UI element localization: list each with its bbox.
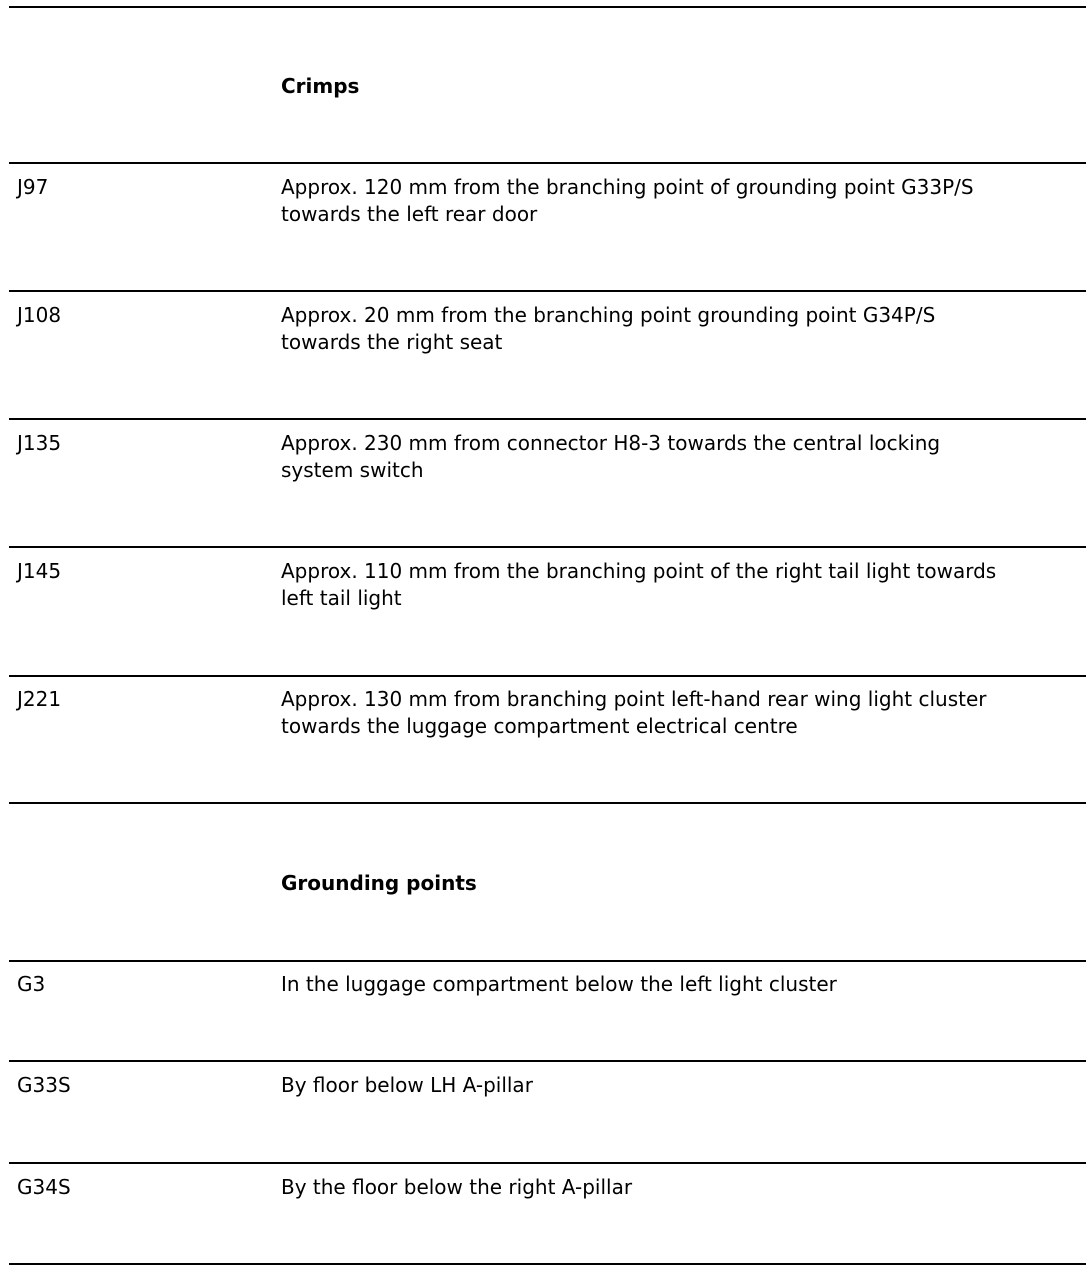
row-divider [9, 162, 1086, 164]
grounding-description: By the floor below the right A-pillar [281, 1175, 633, 1199]
grounding-code: G3 [17, 972, 46, 996]
table-bottom-rule [9, 1263, 1086, 1265]
crimp-description: Approx. 130 mm from branching point left-hand rear wing light cluster towards the luggage compartment electrical centre [281, 687, 987, 738]
crimp-description: Approx. 110 mm from the branching point of the right tail light towards left tail light [281, 559, 997, 610]
row-divider [9, 1162, 1086, 1164]
crimp-code: J97 [17, 175, 49, 199]
section-heading-grounding-points: Grounding points [281, 871, 477, 895]
grounding-code: G33S [17, 1073, 71, 1097]
crimp-description: Approx. 230 mm from connector H8-3 towards the central locking system switch [281, 431, 941, 482]
row-divider [9, 418, 1086, 420]
table-top-rule [9, 6, 1086, 8]
crimp-code: J108 [17, 303, 62, 327]
row-divider [9, 546, 1086, 548]
row-divider [9, 290, 1086, 292]
section-divider [9, 802, 1086, 804]
crimp-description: Approx. 20 mm from the branching point grounding point G34P/S towards the right seat [281, 303, 936, 354]
row-divider [9, 675, 1086, 677]
row-divider [9, 1060, 1086, 1062]
crimp-description: Approx. 120 mm from the branching point of grounding point G33P/S towards the left rear door [281, 175, 974, 226]
grounding-description: By floor below LH A-pillar [281, 1073, 533, 1097]
grounding-code: G34S [17, 1175, 71, 1199]
crimp-code: J145 [17, 559, 62, 583]
row-divider [9, 960, 1086, 962]
crimp-code: J135 [17, 431, 62, 455]
crimp-code: J221 [17, 687, 62, 711]
grounding-description: In the luggage compartment below the left light cluster [281, 972, 837, 996]
section-heading-crimps: Crimps [281, 74, 360, 98]
